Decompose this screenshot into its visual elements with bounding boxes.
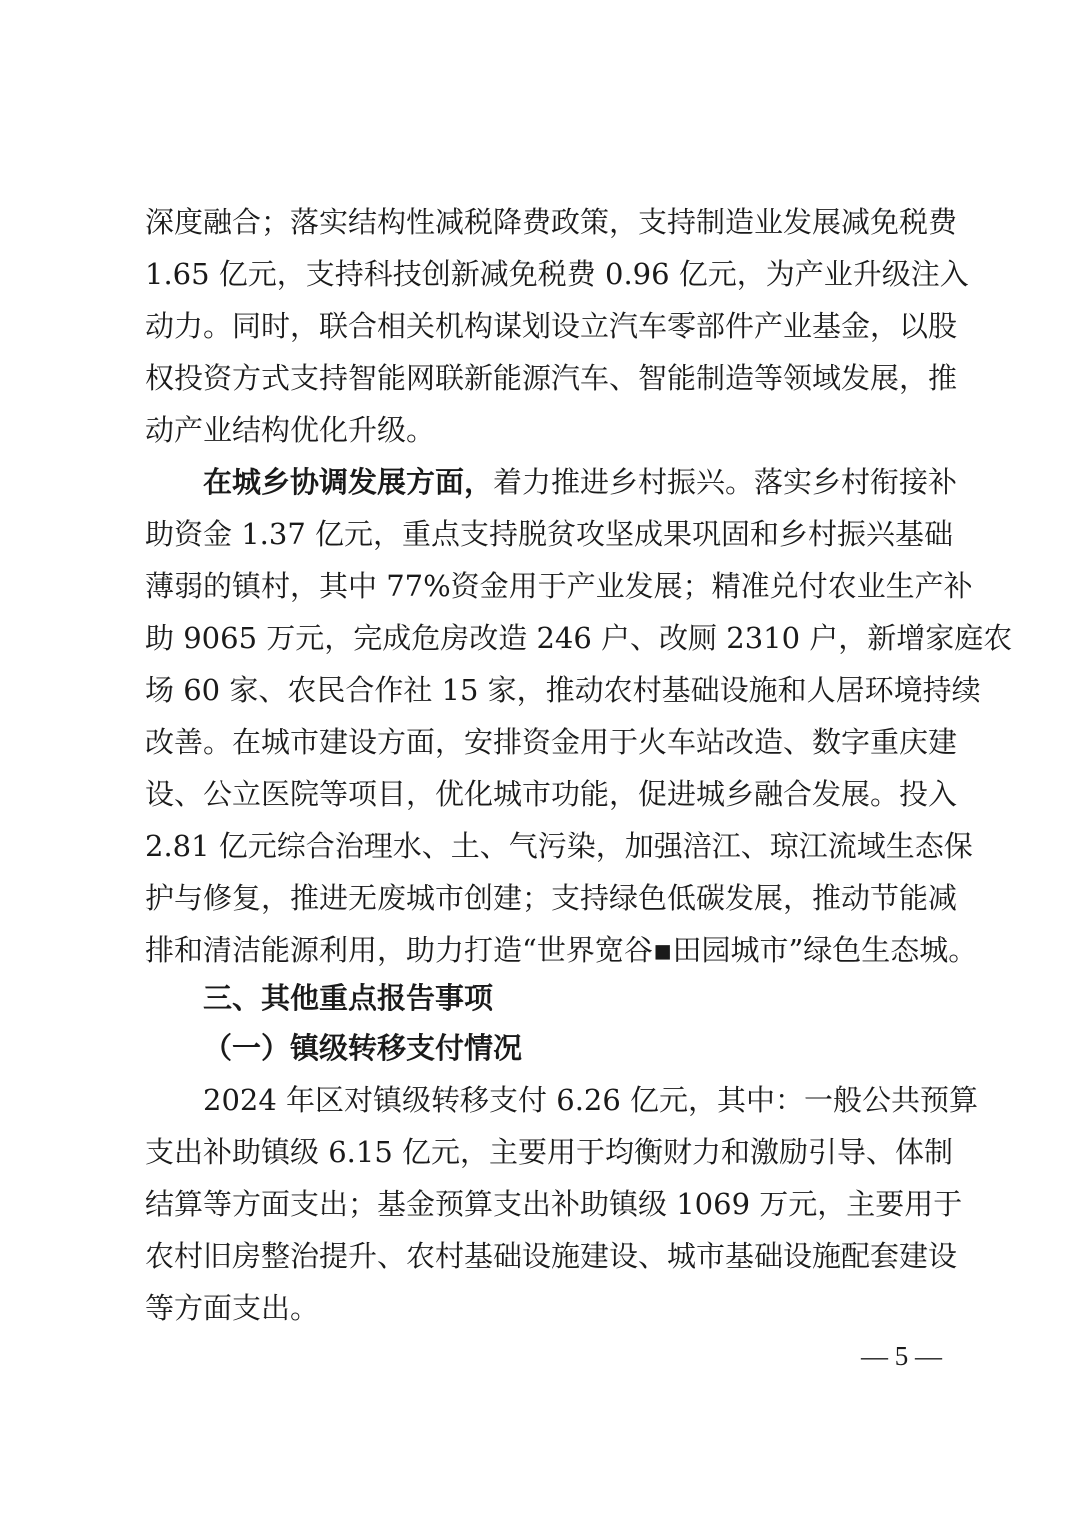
paragraph-line: 改善。在城市建设方面，安排资金用于火车站改造、数字重庆建 xyxy=(145,725,958,759)
paragraph-line: 农村旧房整治提升、农村基础设施建设、城市基础设施配套建设 xyxy=(145,1239,958,1273)
paragraph-line: 薄弱的镇村，其中 77%资金用于产业发展；精准兑付农业生产补 xyxy=(145,569,973,603)
paragraph-line: 2.81 亿元综合治理水、土、气污染，加强涪江、琼江流域生态保 xyxy=(145,829,973,863)
paragraph-line: 权投资方式支持智能网联新能源汽车、智能制造等领域发展，推 xyxy=(145,361,958,395)
paragraph-line: 1.65 亿元，支持科技创新减免税费 0.96 亿元，为产业升级注入 xyxy=(145,257,969,291)
paragraph-line: 动产业结构优化升级。 xyxy=(145,413,436,447)
lead-rest: 着力推进乡村振兴。落实乡村衔接补 xyxy=(493,465,958,499)
paragraph-line: 设、公立医院等项目，优化城市功能，促进城乡融合发展。投入 xyxy=(145,777,958,811)
paragraph-line: 场 60 家、农民合作社 15 家，推动农村基础设施和人居环境持续 xyxy=(145,673,981,707)
paragraph-line: 支出补助镇级 6.15 亿元，主要用于均衡财力和激励引导、体制 xyxy=(145,1135,954,1169)
paragraph-first-line xyxy=(203,456,958,508)
lead-bold-phrase: 在城乡协调发展方面， xyxy=(203,465,494,499)
paragraph-line: 深度融合；落实结构性减税降费政策，支持制造业发展减免税费 xyxy=(145,205,958,239)
section-heading: 三、其他重点报告事项 xyxy=(203,981,494,1015)
paragraph-line: 排和清洁能源利用，助力打造“世界宽谷▪田园城市”绿色生态城。 xyxy=(145,933,978,967)
paragraph-line: 护与修复，推进无废城市创建；支持绿色低碳发展，推动节能减 xyxy=(145,881,958,915)
page-number: — 5 — xyxy=(861,1341,942,1371)
paragraph-first-line: 2024 年区对镇级转移支付 6.26 亿元，其中：一般公共预算 xyxy=(203,1083,979,1117)
paragraph-line: 动力。同时，联合相关机构谋划设立汽车零部件产业基金，以股 xyxy=(145,309,958,343)
paragraph-line: 助资金 1.37 亿元，重点支持脱贫攻坚成果巩固和乡村振兴基础 xyxy=(145,517,954,551)
paragraph-line: 结算等方面支出；基金预算支出补助镇级 1069 万元，主要用于 xyxy=(145,1187,963,1221)
paragraph-line: 等方面支出。 xyxy=(145,1291,320,1325)
subsection-heading: （一）镇级转移支付情况 xyxy=(203,1031,523,1065)
paragraph-line: 助 9065 万元，完成危房改造 246 户、改厕 2310 户，新增家庭农 xyxy=(145,621,1013,655)
